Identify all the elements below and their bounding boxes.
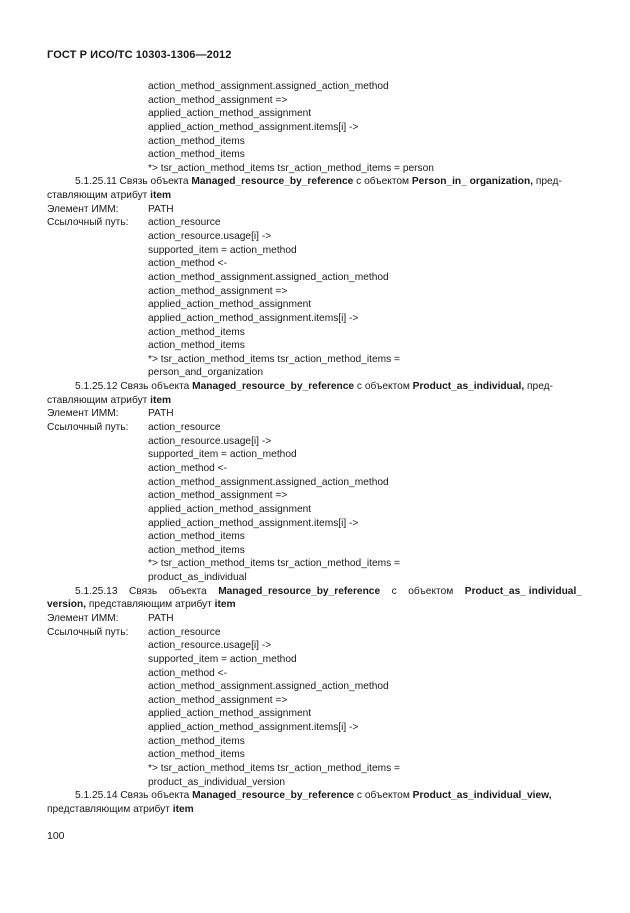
entity-name: Managed_resource_by_reference (191, 176, 354, 188)
section-heading-line: version, представляющим атрибут item (47, 599, 236, 611)
attribute-name: item (150, 190, 172, 202)
path-line: action_method_assignment => (148, 694, 288, 706)
path-line: action_method_assignment.assigned_action_method (148, 476, 389, 488)
entity-name: Managed_resource_by_reference (218, 585, 381, 597)
entity-name: Product_as_individual_view, (412, 790, 552, 802)
section-heading-line: ставляющим атрибут item (47, 394, 172, 406)
path-line: applied_action_method_assignment.items[i] -> (148, 121, 359, 133)
path-line: applied_action_method_assignment (148, 503, 312, 515)
section-heading-line: 5.1.25.11 Связь объекта Managed_resource_by_reference с объектом Person_in_ organization, пред- (75, 176, 562, 188)
path-line: applied_action_method_assignment (148, 708, 312, 720)
attribute-name: item (172, 803, 194, 815)
element-row (0, 203, 630, 217)
path-line: *> tsr_action_method_items tsr_action_method_items = (148, 763, 400, 775)
path-line: action_method_items (148, 544, 245, 556)
attribute-name: item (214, 599, 236, 611)
path-line: *> tsr_action_method_items tsr_action_method_items = (148, 558, 400, 570)
attribute-name: item (150, 394, 172, 406)
path-line: action_method_assignment => (148, 94, 288, 106)
path-line: supported_item = action_method (148, 449, 297, 461)
element-row (0, 612, 630, 626)
path-line: action_method_items (148, 340, 245, 352)
path-line: product_as_individual_version (148, 776, 286, 788)
path-line: action_method <- (148, 462, 228, 474)
path-line: action_resource.usage[i] -> (148, 435, 272, 447)
path-line: action_method <- (148, 667, 228, 679)
path-label: Ссылочный путь: (47, 626, 129, 638)
path-line: applied_action_method_assignment.items[i] -> (148, 722, 359, 734)
path-line: applied_action_method_assignment.items[i] -> (148, 312, 359, 324)
path-line: action_method_assignment => (148, 285, 288, 297)
path-line: action_method_items (148, 735, 245, 747)
page-number: 100 (47, 830, 65, 842)
element-value: PATH (148, 612, 174, 624)
path-line: action_method_items (148, 531, 245, 543)
section-5-1-25-14 (0, 789, 630, 816)
element-label: Элемент ИММ: (47, 408, 119, 420)
document-body (0, 80, 630, 817)
path-row: Ссылочный путь: action_resource (47, 217, 221, 229)
entity-name: Person_in_ organization, (411, 176, 534, 188)
section-heading-line: 5.1.25.14 Связь объекта Managed_resource_by_reference с объектом Product_as_individual_view, (75, 790, 552, 802)
element-value: PATH (148, 408, 174, 420)
path-line: product_as_individual (148, 572, 247, 584)
path-line: action_method_assignment.assigned_action_method (148, 271, 389, 283)
element-value: PATH (148, 203, 174, 215)
section-5-1-25-13 (0, 585, 630, 790)
continued-path-block (0, 80, 630, 175)
path-line: applied_action_method_assignment.items[i] -> (148, 517, 359, 529)
path-line: applied_action_method_assignment (148, 108, 312, 120)
path-line: action_method_assignment.assigned_action_method (148, 81, 389, 92)
path-line: person_and_organization (148, 367, 263, 379)
path-line: action_method_items (148, 749, 245, 761)
document-header: ГОСТ Р ИСО/ТС 10303-1306—2012 (47, 49, 232, 61)
element-label: Элемент ИММ: (47, 203, 119, 215)
path-line: action_method <- (148, 258, 228, 270)
path-label: Ссылочный путь: (47, 422, 129, 434)
section-heading-line: ставляющим атрибут item (47, 190, 172, 202)
section-heading-line: 5.1.25.13 Связь объекта Managed_resource_by_reference с объектом Product_as_ individual_ (75, 585, 582, 597)
path-row: Ссылочный путь: action_resource (47, 626, 221, 638)
path-line: supported_item = action_method (148, 244, 297, 256)
path-line: applied_action_method_assignment (148, 299, 312, 311)
path-line: *> tsr_action_method_items tsr_action_method_items = (148, 353, 400, 365)
path-line: *> tsr_action_method_items tsr_action_method_items = person (148, 162, 434, 174)
section-heading-line: представляющим атрибут item (47, 803, 194, 815)
path-line: supported_item = action_method (148, 653, 297, 665)
element-row (0, 407, 630, 421)
path-line: action_resource.usage[i] -> (148, 640, 272, 652)
section-5-1-25-11 (0, 175, 630, 380)
section-heading-line: 5.1.25.12 Связь объекта Managed_resource_by_reference с объектом Product_as_individual, пред- (75, 381, 553, 393)
entity-name: Managed_resource_by_reference (192, 381, 355, 393)
path-label: Ссылочный путь: (47, 217, 129, 229)
entity-name: version, (47, 599, 87, 611)
path-line: action_method_assignment => (148, 490, 288, 502)
path-line: action_method_assignment.assigned_action_method (148, 681, 389, 693)
element-label: Элемент ИММ: (47, 612, 119, 624)
path-line: action_method_items (148, 326, 245, 338)
path-line: action_resource.usage[i] -> (148, 231, 272, 243)
entity-name: Product_as_individual, (412, 381, 525, 393)
path-line: action_method_items (148, 149, 245, 161)
path-line: action_method_items (148, 135, 245, 147)
entity-name: Managed_resource_by_reference (192, 790, 355, 802)
path-row: Ссылочный путь: action_resource (47, 422, 221, 434)
section-5-1-25-12 (0, 380, 630, 585)
entity-name: Product_as_ individual_ (464, 585, 582, 597)
